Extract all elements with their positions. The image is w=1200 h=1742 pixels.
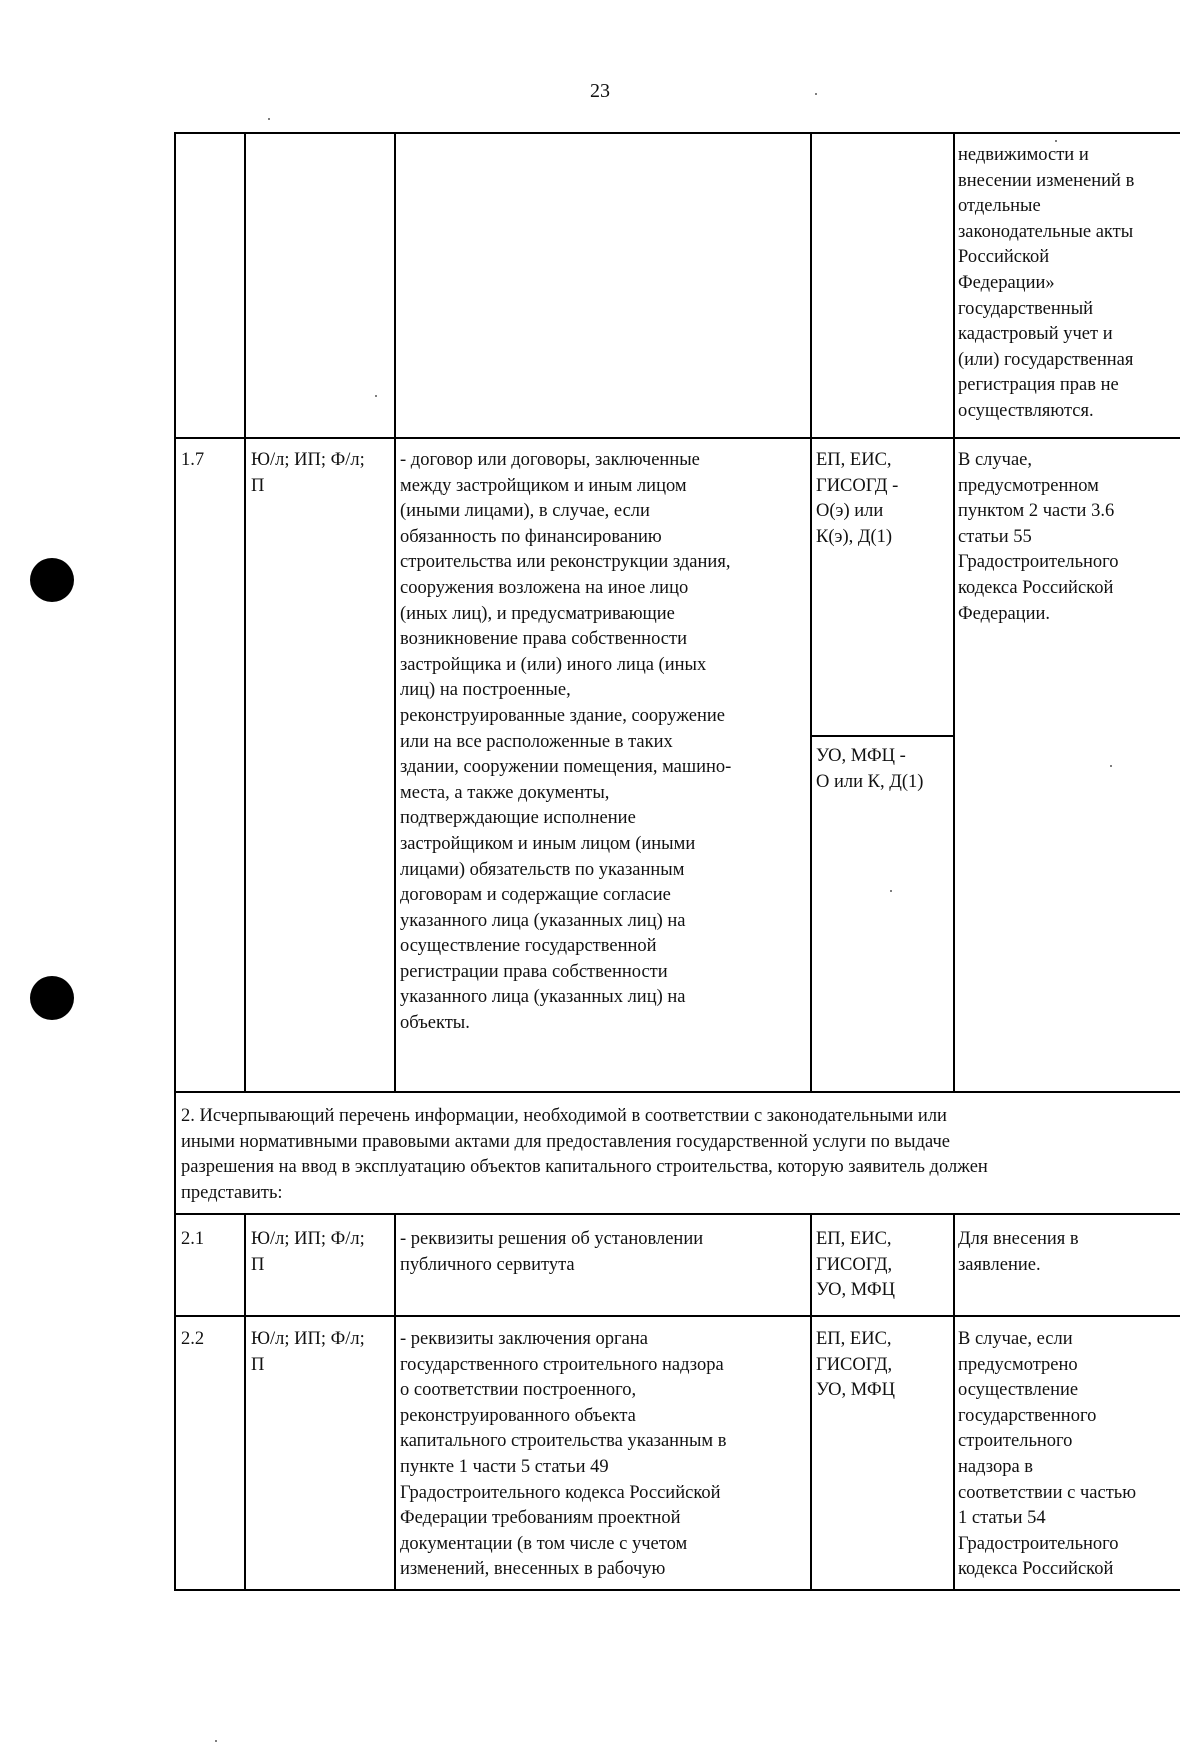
column-divider <box>810 132 812 1093</box>
column-divider <box>953 1213 955 1591</box>
column-divider <box>244 1213 246 1591</box>
column-divider <box>394 132 396 1093</box>
row-divider <box>174 1315 1180 1317</box>
row-1-7-channels-electronic: ЕП, ЕИС, ГИСОГД - О(э) или К(э), Д(1) <box>816 450 899 547</box>
scan-speck <box>890 890 892 892</box>
column-divider <box>810 1213 812 1591</box>
scan-speck <box>268 118 270 120</box>
row-2-1-applicant: Ю/л; ИП; Ф/л; П <box>251 1229 365 1275</box>
punch-hole-lower <box>30 976 74 1020</box>
row-2-1-number: 2.1 <box>181 1229 205 1249</box>
column-divider <box>394 1213 396 1591</box>
scan-speck <box>375 395 377 397</box>
table-border-bottom <box>174 1589 1180 1591</box>
row-1-7-applicant: Ю/л; ИП; Ф/л; П <box>251 450 365 496</box>
column-divider <box>244 132 246 1093</box>
scan-speck <box>815 93 817 95</box>
scan-speck <box>1055 140 1057 142</box>
scan-speck <box>1110 765 1112 767</box>
column-divider <box>953 132 955 1093</box>
section-2-heading: 2. Исчерпывающий перечень информации, необходимой в соответствии с законодательными или иными нормативными правовыми актами для предоставления государственной услуги по выдаче разрешения на ввод в эксплуатацию объектов капитального строительства, которую заявитель должен представить: <box>181 1106 988 1203</box>
row-2-2-number: 2.2 <box>181 1329 205 1349</box>
row-1-7-note: В случае, предусмотренном пунктом 2 части 3.6 статьи 55 Градостроительного кодекса Российской Федерации. <box>958 450 1119 624</box>
row-2-2-document: - реквизиты заключения органа государственного строительного надзора о соответствии построенного, реконструированного объекта капитального строительства указанным в пункте 1 части 5 статьи 49 Градостроительного кодекса Российской Федерации требованиям проектной документации (в том числе с учетом изменений, внесенных в рабочую <box>400 1329 727 1580</box>
row-2-1-note: Для внесения в заявление. <box>958 1229 1079 1275</box>
row-divider <box>174 437 1180 439</box>
row-divider <box>174 1213 1180 1215</box>
row-1-7-document: - договор или договоры, заключенные между застройщиком и иным лицом (иными лицами), в случае, если обязанность по финансированию строительства или реконструкции здания, сооружения возложена на иное лицо (иных лиц), и предусматривающие возникновение права собственности застройщика и (или) иного лица (иных лиц) на построенные, реконструированные здание, сооружение или на все расположенные в таких здании, сооружении помещения, машино- места, а также документы, подтверждающие исполнение застройщиком и иным лицом (иными лицами) обязательств по указанным договорам и содержащие согласие указанного лица (указанных лиц) на осуществление государственной регистрации права собственности указанного лица (указанных лиц) на объекты. <box>400 450 732 1034</box>
row-1-7-channels-paper: УО, МФЦ - О или К, Д(1) <box>816 746 924 792</box>
punch-hole-upper <box>30 558 74 602</box>
page-number: 23 <box>590 80 610 102</box>
row-2-1-channels: ЕП, ЕИС, ГИСОГД, УО, МФЦ <box>816 1229 895 1301</box>
table-border-left <box>174 132 176 1591</box>
row-2-2-applicant: Ю/л; ИП; Ф/л; П <box>251 1329 365 1375</box>
row-divider <box>811 735 954 737</box>
table-border-top <box>174 132 1180 134</box>
row-2-1-document: - реквизиты решения об установлении публичного сервитута <box>400 1229 704 1275</box>
continuation-note-cell: недвижимости и внесении изменений в отдельные законодательные акты Российской Федерации» государственный кадастровый учет и (или) государственная регистрация прав не осуществляются. <box>958 145 1135 421</box>
row-1-7-number: 1.7 <box>181 450 205 470</box>
row-divider <box>174 1091 1180 1093</box>
row-2-2-note: В случае, если предусмотрено осуществление государственного строительного надзора в соответствии с частью 1 статьи 54 Градостроительного кодекса Российской <box>958 1329 1137 1580</box>
row-2-2-channels: ЕП, ЕИС, ГИСОГД, УО, МФЦ <box>816 1329 895 1401</box>
